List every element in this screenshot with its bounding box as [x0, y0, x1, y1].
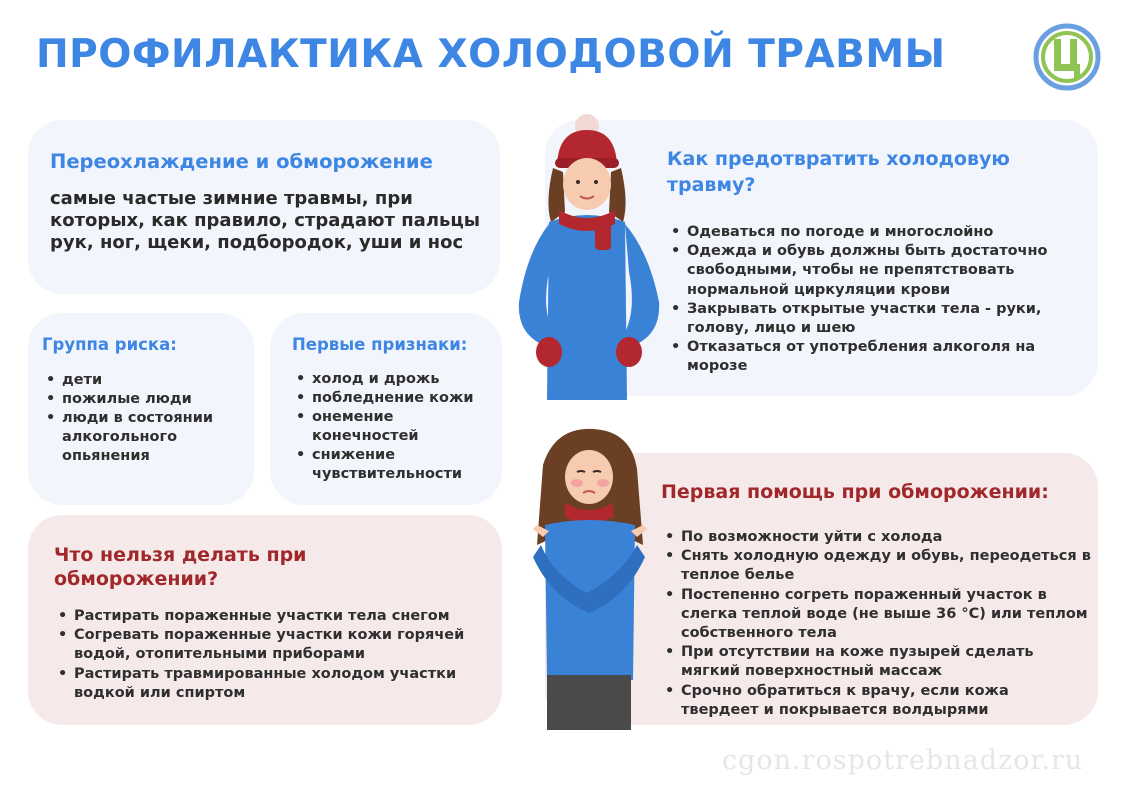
list-item: • Отказаться от употребления алкоголя на морозе	[667, 338, 1092, 376]
list-item: • Одеваться по погоде и многослойно	[667, 223, 1092, 242]
warm-dressed-woman-illustration	[515, 112, 665, 400]
risk-group-list	[42, 371, 247, 466]
donts-heading: Что нельзя делать при обморожении?	[54, 544, 307, 590]
first-aid-heading: Первая помощь при обморожении:	[661, 481, 1049, 503]
list-item: • холод и дрожь	[292, 370, 497, 389]
prevention-heading: Как предотвратить холодовую травму?	[667, 148, 1010, 196]
list-item: • По возможности уйти с холода	[661, 528, 1091, 547]
list-item: • люди в состоянии алкогольного опьянения	[42, 409, 247, 466]
list-item: • Растирать пораженные участки тела снегом	[54, 607, 494, 626]
list-item: • Срочно обратиться к врачу, если кожа твердеет и покрывается волдырями	[661, 682, 1091, 720]
list-item: • дети	[42, 371, 247, 390]
page-title: ПРОФИЛАКТИКА ХОЛОДОВОЙ ТРАВМЫ	[36, 32, 946, 77]
hypothermia-text: самые частые зимние травмы, при которых, как правило, страдают пальцы рук, ног, щеки, подбородок, уши и нос	[50, 188, 481, 253]
list-item: • При отсутствии на коже пузырей сделать мягкий поверхностный массаж	[661, 643, 1091, 681]
donts-card	[28, 515, 502, 725]
list-item: • Снять холодную одежду и обувь, переодеться в теплое белье	[661, 547, 1091, 585]
list-item: • онемение конечностей	[292, 408, 497, 446]
hypothermia-heading: Переохлаждение и обморожение	[50, 150, 433, 173]
first-signs-heading: Первые признаки:	[292, 335, 468, 354]
footer-website: cgon.rospotrebnadzor.ru	[722, 745, 1084, 776]
list-item: • Одежда и обувь должны быть достаточно свободными, чтобы не препятствовать нормальной циркуляции крови	[667, 242, 1092, 300]
cgon-logo-icon	[1032, 22, 1102, 92]
first-aid-list	[661, 528, 1091, 720]
list-item: • побледнение кожи	[292, 389, 497, 408]
list-item: • пожилые люди	[42, 390, 247, 409]
cold-woman-illustration	[525, 425, 655, 730]
hypothermia-card	[28, 120, 500, 294]
risk-group-card	[28, 313, 254, 505]
risk-group-heading: Группа риска:	[42, 335, 177, 354]
first-signs-list	[292, 370, 497, 484]
list-item: • Закрывать открытые участки тела - руки, голову, лицо и шею	[667, 300, 1092, 338]
list-item: • Растирать травмированные холодом участки водкой или спиртом	[54, 665, 494, 703]
first-signs-card	[270, 313, 502, 505]
list-item: • Согревать пораженные участки кожи горячей водой, отопительными приборами	[54, 626, 494, 664]
list-item: • Постепенно согреть пораженный участок в слегка теплой воде (не выше 36 °С) или теплом собственного тела	[661, 586, 1091, 644]
prevention-list	[667, 223, 1092, 377]
list-item: • снижение чувствительности	[292, 446, 497, 484]
donts-list	[54, 607, 494, 703]
